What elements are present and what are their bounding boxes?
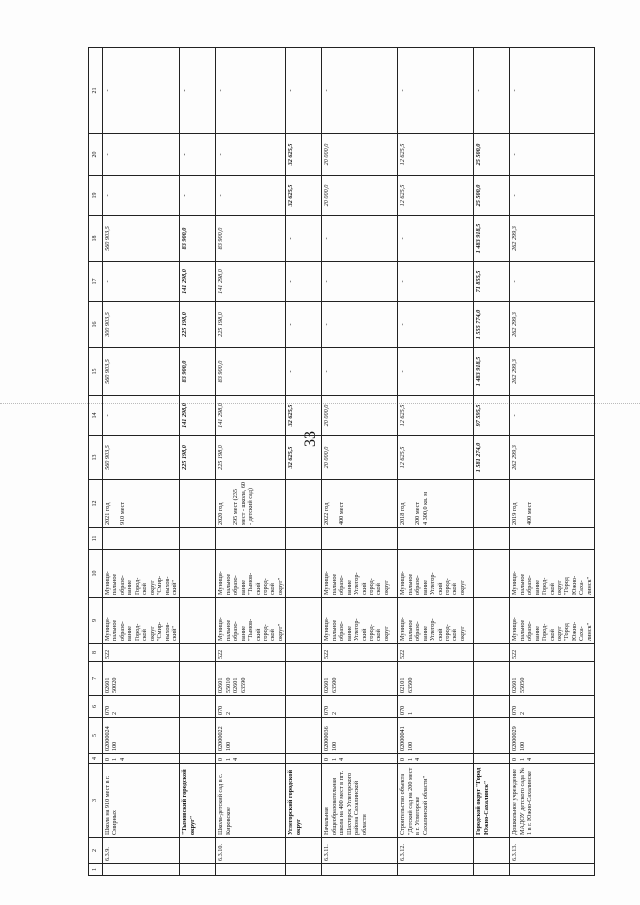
table-cell: 20 000,0 <box>322 396 398 436</box>
table-cell: - <box>180 48 216 134</box>
table-cell: - <box>103 396 180 436</box>
table-cell: - <box>510 134 595 176</box>
table-cell <box>286 480 322 528</box>
table-cell: 0 1 4 <box>216 754 286 764</box>
column-number-cell: 12 <box>89 480 103 528</box>
table-cell: 83 900,0 <box>216 348 286 396</box>
table-cell: 1 581 274,0 <box>474 436 510 480</box>
table-cell <box>474 718 510 754</box>
table-cell: 83 900,0 <box>180 216 216 262</box>
table-cell: - <box>180 134 216 176</box>
table-row <box>510 48 595 876</box>
table-cell: 1 555 774,0 <box>474 302 510 348</box>
table-cell: - <box>180 176 216 216</box>
table-cell: 83 900,0 <box>216 216 286 262</box>
column-number-cell: 15 <box>89 348 103 396</box>
table-cell <box>180 644 216 662</box>
column-number-cell: 10 <box>89 550 103 598</box>
table-cell: 225 198,0 <box>216 436 286 480</box>
table-cell: "Тымовский городской округ" <box>180 764 216 838</box>
table-cell: 070 2 <box>510 696 595 718</box>
budget-table <box>88 47 595 876</box>
table-cell <box>474 598 510 644</box>
table-cell: 32 625,5 <box>286 134 322 176</box>
table-cell: - <box>510 396 595 436</box>
table-cell: 262 299,3 <box>510 302 595 348</box>
table-cell: 141 298,0 <box>180 396 216 436</box>
page-number: 33 <box>302 431 319 447</box>
table-cell: 262 299,3 <box>510 216 595 262</box>
table-cell: 262 299,3 <box>510 436 595 480</box>
table-cell: - <box>103 176 180 216</box>
table-cell <box>180 550 216 598</box>
table-cell: 32 625,5 <box>286 396 322 436</box>
table-cell: 2018 год 200 мест 4 300,0 кв. м <box>398 480 474 528</box>
table-cell: 1 483 918,5 <box>474 216 510 262</box>
table-cell <box>398 864 474 876</box>
table-cell: 12 625,5 <box>398 134 474 176</box>
table-cell: 12 625,5 <box>398 396 474 436</box>
table-cell: Школа-детский сад в с. Кировское <box>216 764 286 838</box>
table-cell: 02601 63500 <box>322 662 398 696</box>
table-cell: 6.3.13. <box>510 838 595 864</box>
table-container <box>88 48 593 876</box>
table-cell <box>180 662 216 696</box>
table-cell <box>286 696 322 718</box>
table-cell <box>180 598 216 644</box>
table-cell: - <box>322 216 398 262</box>
table-cell: 02000029 100 <box>510 718 595 754</box>
table-cell: - <box>216 48 286 134</box>
table-row <box>103 48 180 876</box>
table-cell: Муници- пальное образо- вание Углегор- ский город- ской округ <box>398 550 474 598</box>
subtotal-row <box>474 48 510 876</box>
table-cell <box>180 838 216 864</box>
column-number-cell: 14 <box>89 396 103 436</box>
table-cell: Углегорский городской округ <box>286 764 322 838</box>
table-cell: - <box>216 176 286 216</box>
table-cell: 070 1 <box>398 696 474 718</box>
table-cell: 070 2 <box>322 696 398 718</box>
table-cell: - <box>286 48 322 134</box>
column-number-cell: 6 <box>89 696 103 718</box>
table-cell: 02601 50020 <box>103 662 180 696</box>
column-number-cell: 2 <box>89 838 103 864</box>
column-number-cell: 8 <box>89 644 103 662</box>
table-cell: 02000041 100 <box>398 718 474 754</box>
table-cell: 12 625,5 <box>398 436 474 480</box>
table-cell: 141 298,0 <box>216 396 286 436</box>
table-cell: Муници- пальное образо- вание "Тымов- ский город- ской округ" <box>216 598 286 644</box>
table-cell: Муници- пальное образо- вание Углегор- ский город- ской округ <box>322 598 398 644</box>
table-cell: - <box>398 302 474 348</box>
column-number-cell: 18 <box>89 216 103 262</box>
column-number-cell: 16 <box>89 302 103 348</box>
table-cell <box>180 864 216 876</box>
table-cell: 2019 год 400 мест <box>510 480 595 528</box>
table-cell <box>180 754 216 764</box>
table-cell: 300 903,5 <box>103 302 180 348</box>
table-cell <box>286 662 322 696</box>
table-cell <box>286 754 322 764</box>
table-cell: 2021 год 910 мест <box>103 480 180 528</box>
column-number-cell: 5 <box>89 718 103 754</box>
table-cell <box>286 598 322 644</box>
table-cell <box>180 696 216 718</box>
table-cell: - <box>322 348 398 396</box>
table-cell <box>474 644 510 662</box>
table-cell <box>510 528 595 550</box>
table-cell: 32 625,5 <box>286 176 322 216</box>
table-cell: - <box>398 48 474 134</box>
table-cell: 522 <box>510 644 595 662</box>
table-cell <box>474 662 510 696</box>
table-cell <box>286 838 322 864</box>
table-cell: - <box>398 216 474 262</box>
table-cell: 560 903,5 <box>103 348 180 396</box>
table-cell: 6.3.10. <box>216 838 286 864</box>
table-cell: - <box>286 302 322 348</box>
table-cell: 0 1 4 <box>510 754 595 764</box>
column-number-cell: 4 <box>89 754 103 764</box>
table-cell <box>180 528 216 550</box>
subtotal-row <box>180 48 216 876</box>
table-cell: 02000036 100 <box>322 718 398 754</box>
table-cell: - <box>322 48 398 134</box>
table-cell: 0 1 4 <box>398 754 474 764</box>
table-cell: 20 000,0 <box>322 176 398 216</box>
table-cell: - <box>103 134 180 176</box>
table-cell: 12 625,5 <box>398 176 474 216</box>
table-cell: - <box>322 262 398 302</box>
table-cell <box>474 838 510 864</box>
table-cell <box>474 754 510 764</box>
table-cell: 225 198,0 <box>180 436 216 480</box>
table-cell: 02601 55010 02601 63590 <box>216 662 286 696</box>
table-cell <box>286 550 322 598</box>
table-cell: - <box>103 262 180 302</box>
column-number-cell: 1 <box>89 864 103 876</box>
table-cell: 225 198,0 <box>216 302 286 348</box>
table-row <box>322 48 398 876</box>
table-cell: - <box>510 176 595 216</box>
table-cell: 2020 год 295 мест (235 мест - школа, 60 - детский сад) <box>216 480 286 528</box>
table-cell: 20 000,0 <box>322 134 398 176</box>
table-cell: Школа на 910 мест в г. Смирных <box>103 764 180 838</box>
table-cell: - <box>510 262 595 302</box>
column-number-row <box>89 48 103 876</box>
table-cell <box>322 864 398 876</box>
column-number-cell: 20 <box>89 134 103 176</box>
column-number-cell: 3 <box>89 764 103 838</box>
table-cell: 25 500,0 <box>474 176 510 216</box>
table-cell: - <box>398 348 474 396</box>
table-cell <box>286 528 322 550</box>
table-cell <box>103 528 180 550</box>
table-cell <box>180 718 216 754</box>
table-cell <box>216 864 286 876</box>
table-cell: - <box>398 262 474 302</box>
column-number-cell: 17 <box>89 262 103 302</box>
table-cell <box>286 644 322 662</box>
table-cell: - <box>286 348 322 396</box>
table-cell: - <box>322 302 398 348</box>
table-cell: Начальная общеобразовательная школа на 400 мест в пгт. Шахтерск Углегорского района Сахалинской области <box>322 764 398 838</box>
table-cell: 32 625,5 <box>286 436 322 480</box>
table-cell: 522 <box>103 644 180 662</box>
table-cell <box>474 864 510 876</box>
table-cell <box>474 480 510 528</box>
table-cell: Муници- пальное образо- вание Город- ской округ "Город Южно- Саха- линск" <box>510 598 595 644</box>
table-cell: 25 500,0 <box>474 134 510 176</box>
table-body <box>89 48 595 876</box>
table-cell: 6.3.12. <box>398 838 474 864</box>
table-cell: 262 299,3 <box>510 348 595 396</box>
table-cell: 1 483 918,5 <box>474 348 510 396</box>
table-cell: 20 000,0 <box>322 436 398 480</box>
table-cell <box>180 480 216 528</box>
column-number-cell: 13 <box>89 436 103 480</box>
table-cell: Муници- пальное образо- вание Углегор- ский город- ской округ <box>322 550 398 598</box>
table-cell <box>398 528 474 550</box>
table-cell: Дошкольное учреждение МАДОУ детского сада № 1 в г. Южно-Сахалинске <box>510 764 595 838</box>
table-cell: 560 903,5 <box>103 216 180 262</box>
table-cell: 141 298,0 <box>180 262 216 302</box>
table-cell: Муници- пальное образо- вание Город- ской округ "Город Южно- Саха- линск" <box>510 550 595 598</box>
table-cell <box>474 550 510 598</box>
table-cell <box>510 864 595 876</box>
table-cell: Муници- пальное образо- вание "Тымов- ский город- ской округ" <box>216 550 286 598</box>
table-cell <box>322 528 398 550</box>
table-cell: 02000024 100 <box>103 718 180 754</box>
table-cell: 141 298,0 <box>216 262 286 302</box>
table-cell <box>103 864 180 876</box>
subtotal-row <box>286 48 322 876</box>
column-number-cell: 11 <box>89 528 103 550</box>
table-cell: 522 <box>216 644 286 662</box>
table-cell: 6.3.9. <box>103 838 180 864</box>
column-number-cell: 21 <box>89 48 103 134</box>
table-cell: 97 595,5 <box>474 396 510 436</box>
table-cell: Городской округ "Город Южно-Сахалинск" <box>474 764 510 838</box>
table-cell: 71 855,5 <box>474 262 510 302</box>
table-cell: Строительство объекта "Детский сад на 200 мест в г. Углегорске Сахалинской области" <box>398 764 474 838</box>
table-row <box>216 48 286 876</box>
rotated-table-wrapper <box>88 48 593 876</box>
table-cell: - <box>286 262 322 302</box>
table-cell: 6.3.11. <box>322 838 398 864</box>
table-cell: 2022 год 400 мест <box>322 480 398 528</box>
table-cell: 225 198,0 <box>180 302 216 348</box>
table-cell: Муници- пальное образо- вание Углегор- ский город- ской округ <box>398 598 474 644</box>
table-cell: 0 1 4 <box>103 754 180 764</box>
table-cell <box>474 696 510 718</box>
table-cell <box>286 718 322 754</box>
table-cell: 02601 55050 <box>510 662 595 696</box>
table-cell: 02000022 100 <box>216 718 286 754</box>
column-number-cell: 9 <box>89 598 103 644</box>
table-cell: 0 1 4 <box>322 754 398 764</box>
table-cell: 522 <box>398 644 474 662</box>
table-cell: - <box>510 48 595 134</box>
table-cell: 070 2 <box>103 696 180 718</box>
table-cell: 83 900,0 <box>180 348 216 396</box>
table-cell: Муници- пальное образо- вание Город- ской округ "Смир- ныхов- ский" <box>103 550 180 598</box>
table-cell: - <box>216 134 286 176</box>
table-row <box>398 48 474 876</box>
table-cell: 070 2 <box>216 696 286 718</box>
table-cell: 522 <box>322 644 398 662</box>
table-cell: 02101 63500 <box>398 662 474 696</box>
table-cell: 560 903,5 <box>103 436 180 480</box>
table-cell: - <box>474 48 510 134</box>
table-cell <box>216 528 286 550</box>
table-cell: - <box>286 216 322 262</box>
table-cell <box>286 864 322 876</box>
column-number-cell: 7 <box>89 662 103 696</box>
table-cell <box>474 528 510 550</box>
column-number-cell: 19 <box>89 176 103 216</box>
table-cell: - <box>103 48 180 134</box>
table-cell: Муници- пальное образо- вание Город- ской округ "Смир- ныхов- ский" <box>103 598 180 644</box>
